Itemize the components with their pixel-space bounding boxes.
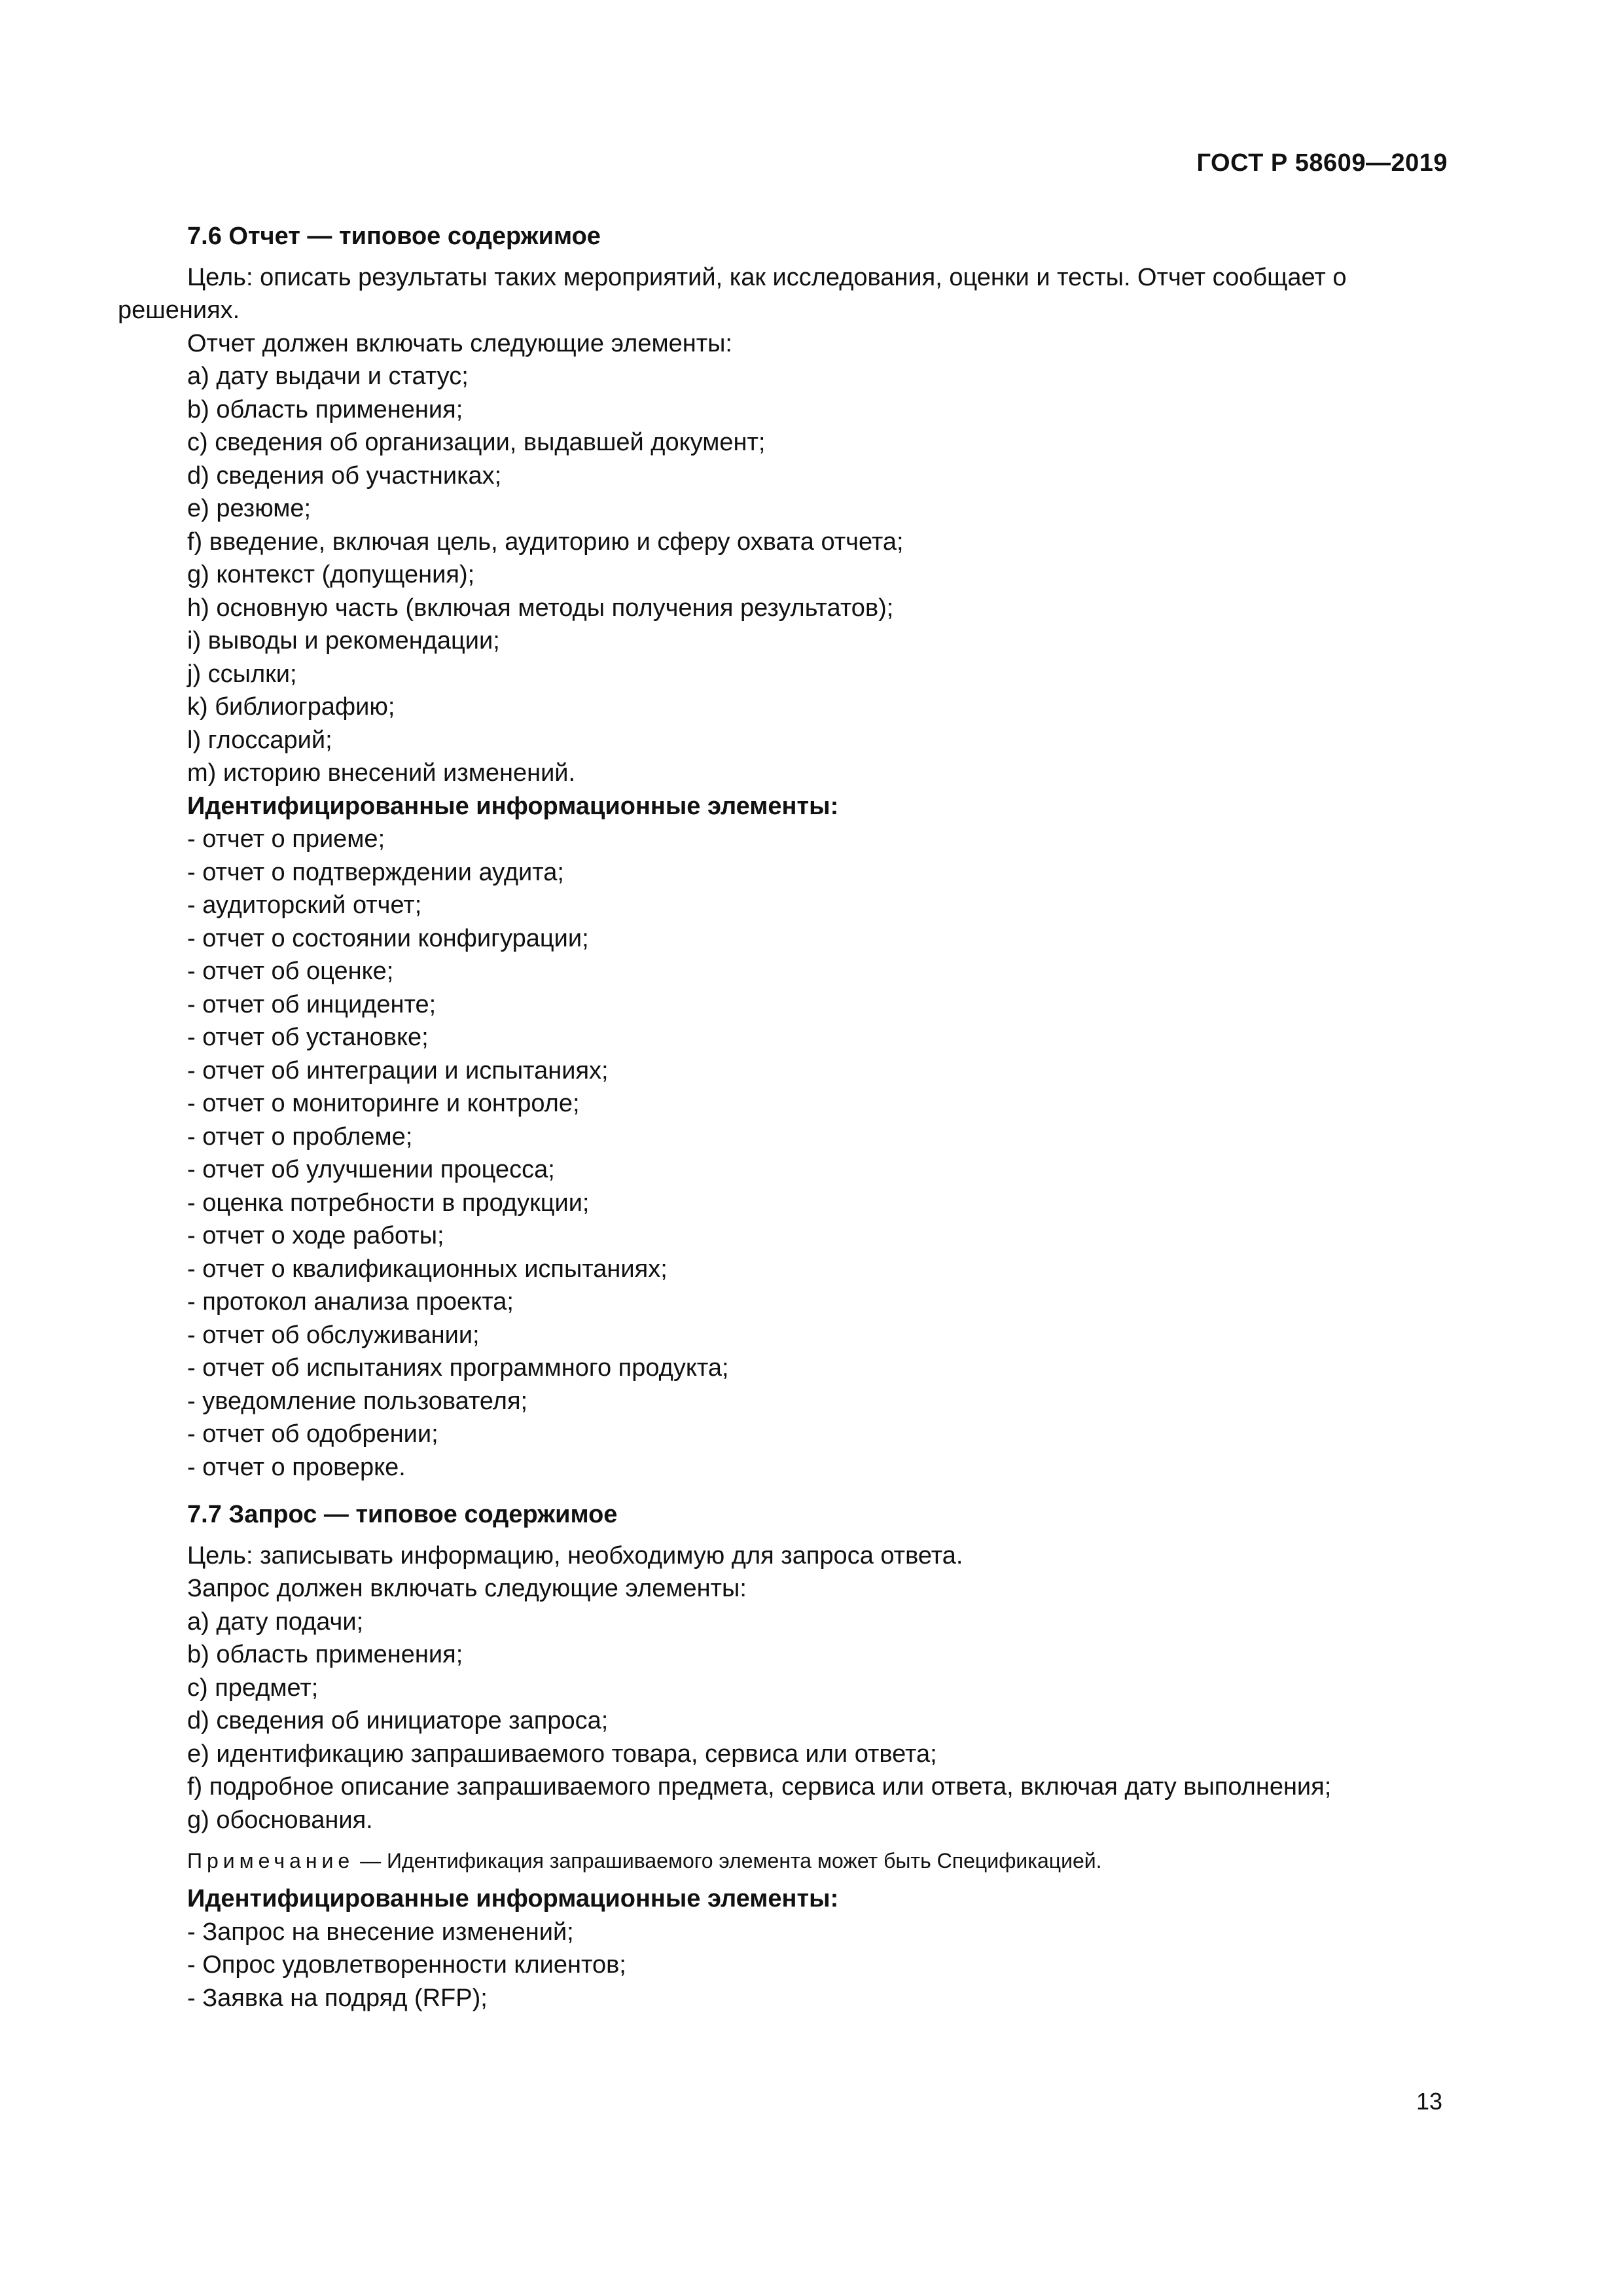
list-item: c) предмет; [187,1674,319,1702]
list-item: - отчет о подтверждении аудита; [187,858,564,886]
list-item: i) выводы и рекомендации; [187,627,500,655]
section-7-6-purpose: Цель: описать результаты таких мероприятий, как исследования, оценки и тесты. Отчет сообщает о решениях. [118,263,1347,324]
section-7-7-elements-list [118,1605,1449,1837]
list-item: k) библиографию; [187,693,395,721]
section-7-6-title: 7.6 Отчет — типовое содержимое [187,223,601,250]
section-7-6-intro: Отчет должен включать следующие элементы: [187,329,732,357]
list-item: - отчет о проблеме; [187,1122,413,1151]
list-item: - отчет о квалификационных испытаниях; [187,1255,668,1283]
list-item: - отчет об испытаниях программного продукта; [187,1354,729,1382]
note-text: — Идентификация запрашиваемого элемента может быть Спецификацией. [354,1849,1102,1873]
list-item: - Запрос на внесение изменений; [187,1918,574,1946]
section-7-7-title: 7.7 Запрос — типовое содержимое [187,1501,618,1528]
list-item: - уведомление пользователя; [187,1387,528,1415]
list-item: l) глоссарий; [187,726,332,754]
list-item: e) резюме; [187,495,312,522]
list-item: - отчет об оценке; [187,958,394,985]
list-item: a) дату выдачи и статус; [187,363,469,390]
section-7-7-identified-heading: Идентифицированные информационные элементы: [187,1885,839,1912]
list-item: - отчет о приеме; [187,825,385,853]
list-item: - отчет об интеграции и испытаниях; [187,1056,609,1085]
page-number: 13 [1416,2088,1442,2115]
list-item: - отчет об обслуживании; [187,1321,480,1349]
list-item: g) контекст (допущения); [187,561,475,588]
list-item: - отчет об установке; [187,1024,429,1051]
list-item: c) сведения об организации, выдавшей документ; [187,429,766,456]
list-item: - отчет об одобрении; [187,1420,438,1448]
list-item: b) область применения; [187,395,463,423]
list-item: d) сведения об участниках; [187,461,502,490]
list-item: a) дату подачи; [187,1607,364,1636]
note [118,1844,1449,1877]
list-item: - Заявка на подряд (RFP); [187,1984,488,2012]
section-7-7-purpose: Цель: записывать информацию, необходимую для запроса ответа. [187,1541,963,1570]
list-item: h) основную часть (включая методы получения результатов); [187,594,894,622]
list-item: - Опрос удовлетворенности клиентов; [187,1951,626,1979]
list-item: - отчет об инциденте; [187,990,437,1018]
list-item: d) сведения об инициаторе запроса; [187,1707,609,1734]
list-item: - отчет о мониторинге и контроле; [187,1090,580,1117]
section-7-6-identified-list [118,823,1449,1484]
section-7-6-identified-heading: Идентифицированные информационные элементы: [187,792,839,820]
document-designation: ГОСТ Р 58609—2019 [1196,149,1448,177]
page-body [118,220,1449,2015]
list-item: f) введение, включая цель, аудиторию и сферу охвата отчета; [187,528,904,556]
section-7-7-identified-list [118,1916,1449,2015]
section-7-6-elements-list [118,360,1449,790]
list-item: f) подробное описание запрашиваемого предмета, сервиса или ответа, включая дату выполнения; [187,1773,1332,1801]
list-item: m) историю внесений изменений. [187,759,576,787]
note-label: Примечание [187,1849,355,1873]
list-item: b) область применения; [187,1641,463,1668]
list-item: - отчет о ходе работы; [187,1222,444,1249]
list-item: - отчет об улучшении процесса; [187,1156,555,1183]
list-item: g) обоснования. [187,1806,373,1834]
list-item: j) ссылки; [187,660,297,688]
section-7-7-intro: Запрос должен включать следующие элементы: [187,1575,747,1602]
list-item: - отчет о проверке. [187,1453,406,1481]
list-item: e) идентификацию запрашиваемого товара, сервиса или ответа; [187,1740,937,1768]
list-item: - аудиторский отчет; [187,891,422,919]
list-item: - отчет о состоянии конфигурации; [187,924,589,952]
list-item: - протокол анализа проекта; [187,1288,514,1316]
list-item: - оценка потребности в продукции; [187,1189,590,1217]
